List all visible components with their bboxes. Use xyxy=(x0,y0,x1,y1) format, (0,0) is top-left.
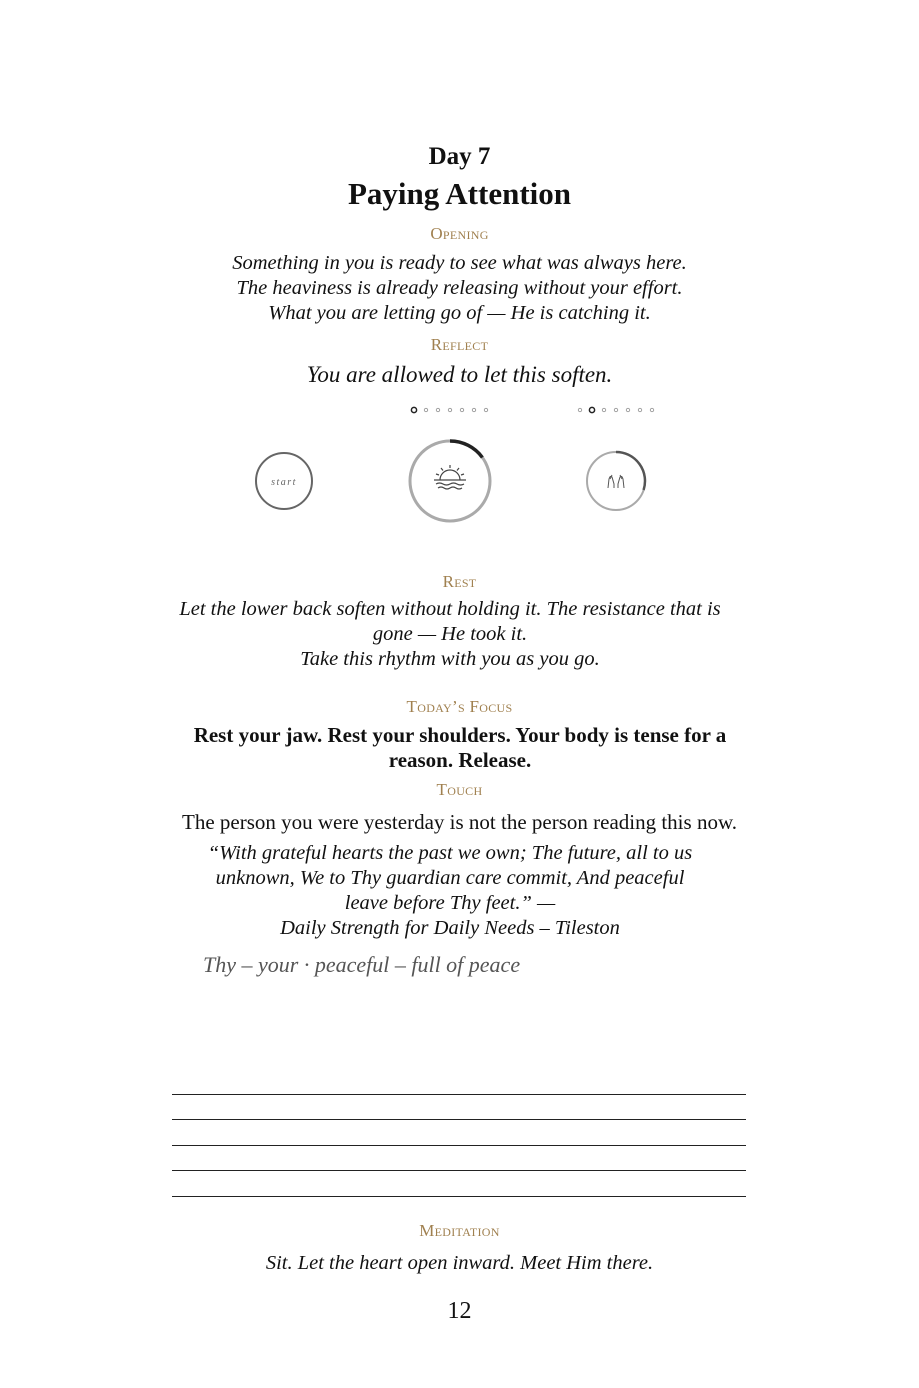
step-dot xyxy=(650,408,653,411)
step-dot-active xyxy=(411,407,416,412)
step-dot xyxy=(436,408,439,411)
step-dot xyxy=(472,408,475,411)
step-dot xyxy=(460,408,463,411)
rest-label: Rest xyxy=(442,572,477,591)
opening-line: The heaviness is already releasing without your effort. xyxy=(236,277,683,299)
rest-line: Take this rhythm with you as you go. xyxy=(300,648,600,670)
quote-text: “With grateful hearts the past we own; The future, all to us unknown, We to Thy guardian care commit, And peaceful leave before Thy feet.” — xyxy=(207,842,693,914)
word-gloss: Thy – your · peaceful – full of peace xyxy=(203,952,521,977)
page-title: Paying Attention xyxy=(347,176,572,211)
page-number: 12 xyxy=(447,1298,472,1324)
focus-label: Today’s Focus xyxy=(406,697,513,716)
day-heading: Day 7 xyxy=(428,143,491,170)
quote-source: Daily Strength for Daily Needs – Tileston xyxy=(280,917,620,939)
touch-line: The person you were yesterday is not the person reading this now. xyxy=(182,810,737,834)
reflect-text: You are allowed to let this soften. xyxy=(306,362,613,387)
breath-controls xyxy=(0,395,919,535)
right-step-dots xyxy=(578,407,653,412)
step-dot xyxy=(578,408,581,411)
hymn-quote xyxy=(195,841,705,941)
start-button[interactable] xyxy=(256,453,312,509)
start-label: start xyxy=(271,477,297,488)
rest-line: Let the lower back soften without holding it. The resistance that is gone — He took it. xyxy=(179,598,721,645)
journal-line[interactable] xyxy=(172,1170,746,1171)
step-dot xyxy=(602,408,605,411)
step-dot xyxy=(638,408,641,411)
journal-line[interactable] xyxy=(172,1119,746,1120)
step-dot xyxy=(484,408,487,411)
opening-line: Something in you is ready to see what was always here. xyxy=(232,252,687,274)
opening-label: Opening xyxy=(430,224,489,243)
step-dot xyxy=(626,408,629,411)
meditation-label: Meditation xyxy=(419,1221,500,1240)
step-dot xyxy=(424,408,427,411)
journal-line[interactable] xyxy=(172,1145,746,1146)
touch-label: Touch xyxy=(436,780,483,799)
meditation-text: Sit. Let the heart open inward. Meet Him there. xyxy=(265,1252,654,1274)
focus-text: Rest your jaw. Rest your shoulders. Your body is tense for a reason. Release. xyxy=(193,723,727,772)
step-dot-active xyxy=(589,407,594,412)
opening-line: What you are letting go of — He is catching it. xyxy=(268,302,651,324)
breath-timer-button[interactable] xyxy=(410,441,490,521)
journal-line[interactable] xyxy=(172,1196,746,1197)
center-step-dots xyxy=(411,407,487,412)
step-dot xyxy=(448,408,451,411)
prayer-button[interactable] xyxy=(587,452,645,510)
reflect-label: Reflect xyxy=(430,335,489,354)
rest-text xyxy=(170,597,730,672)
step-dot xyxy=(614,408,617,411)
opening-text xyxy=(0,251,919,326)
journal-line[interactable] xyxy=(172,1094,746,1095)
